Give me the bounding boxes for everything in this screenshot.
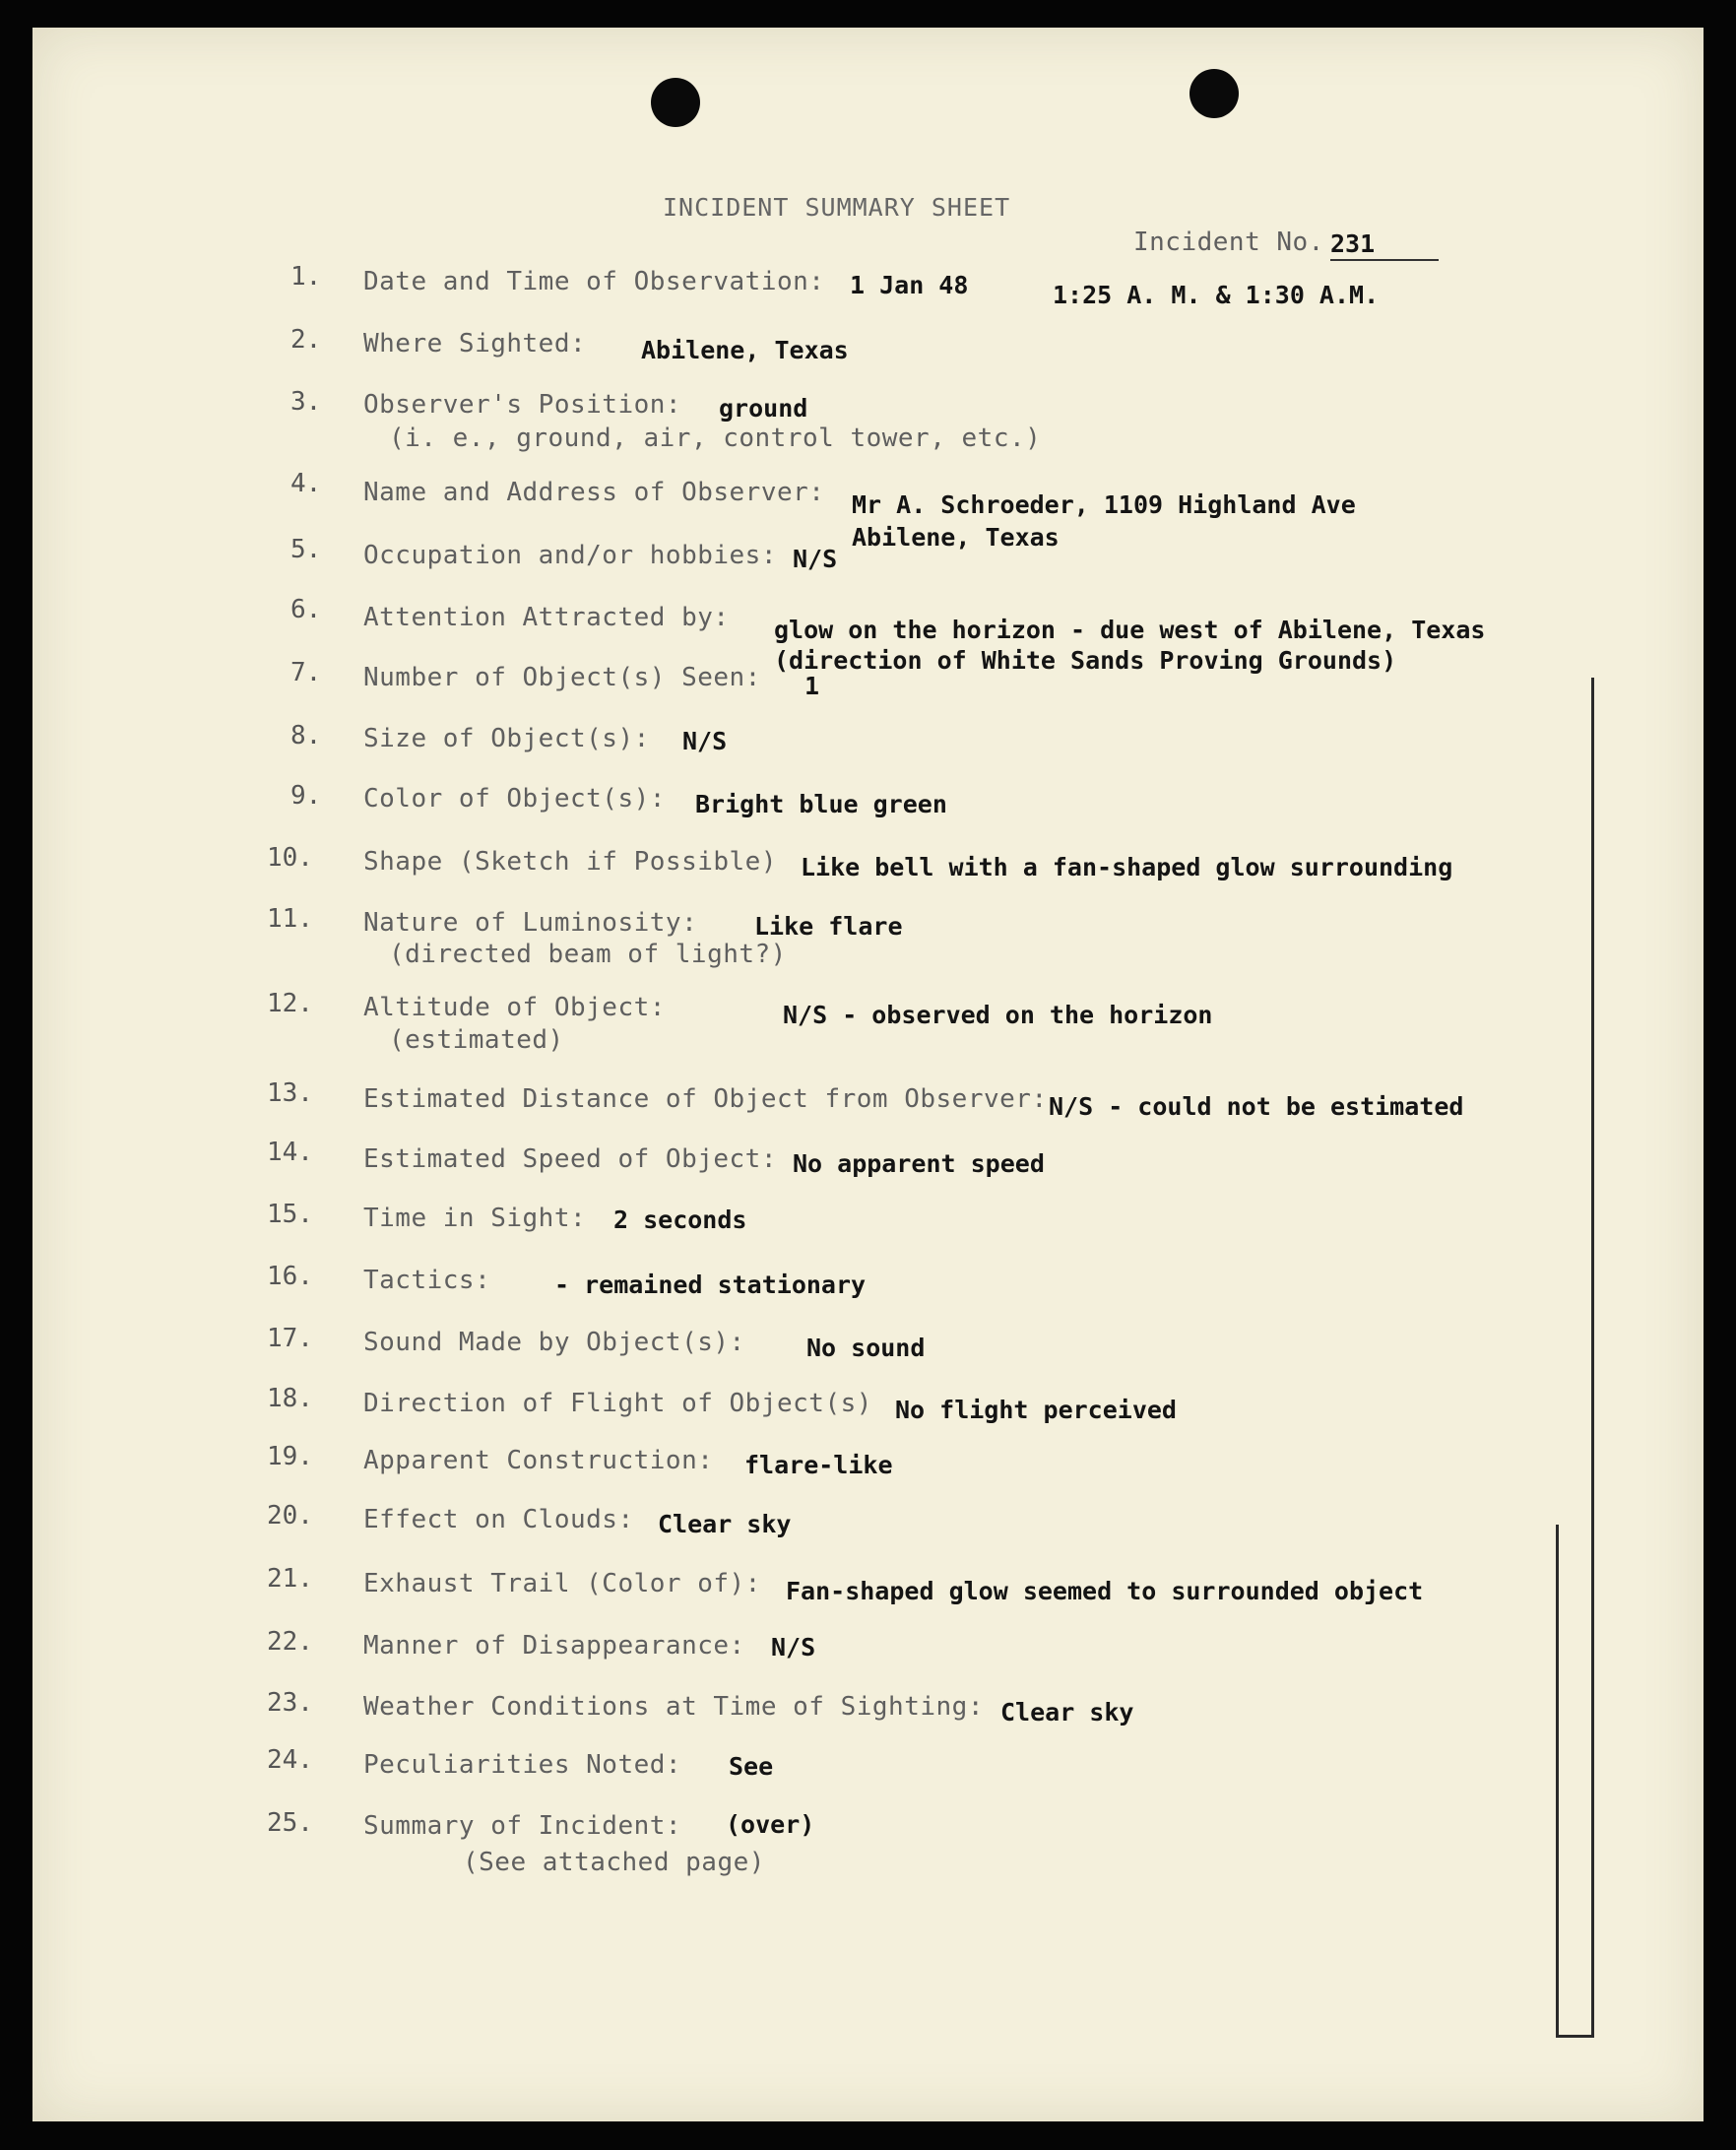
item-answer: Fan-shaped glow seemed to surrounded object <box>786 1577 1424 1605</box>
item-label: Occupation and/or hobbies: <box>363 541 777 570</box>
item-label: Tactics: <box>363 1266 491 1295</box>
punch-hole-left <box>651 78 700 127</box>
item-number: 21. <box>267 1564 313 1594</box>
item-number: 19. <box>267 1442 313 1471</box>
item-label: Date and Time of Observation: <box>363 267 825 296</box>
item-label: Peculiarities Noted: <box>363 1750 682 1780</box>
item-label: Effect on Clouds: <box>363 1505 634 1534</box>
item-label: Summary of Incident: <box>363 1811 682 1841</box>
item-label: Altitude of Object: <box>363 993 666 1022</box>
item-label: Shape (Sketch if Possible) <box>363 847 777 877</box>
item-answer: No flight perceived <box>895 1396 1177 1424</box>
item-answer: No sound <box>806 1334 926 1362</box>
page-edge-vertical <box>1591 678 1594 2037</box>
item-label: Manner of Disappearance: <box>363 1631 745 1661</box>
item-answer-line2: Abilene, Texas <box>852 523 1060 552</box>
item-answer: Mr A. Schroeder, 1109 Highland Ave <box>852 490 1356 519</box>
item-number: 3. <box>290 387 322 417</box>
item-number: 22. <box>267 1627 313 1657</box>
item-answer: Clear sky <box>1000 1698 1134 1727</box>
item-number: 17. <box>267 1324 313 1353</box>
item-answer: N/S <box>793 545 838 573</box>
punch-hole-right <box>1189 69 1239 118</box>
item-answer: N/S - observed on the horizon <box>783 1001 1213 1029</box>
item-answer: - remained stationary <box>554 1270 867 1299</box>
item-answer: No apparent speed <box>793 1149 1045 1178</box>
item-label: Estimated Speed of Object: <box>363 1144 777 1174</box>
item-answer-line2: (direction of White Sands Proving Grounds) <box>774 646 1397 675</box>
item-answer: N/S - could not be estimated <box>1049 1092 1464 1121</box>
item-number: 12. <box>267 989 313 1018</box>
item-number: 5. <box>290 535 322 564</box>
item-label: Sound Made by Object(s): <box>363 1328 745 1357</box>
item-number: 1. <box>290 262 322 292</box>
item-answer-time: 1:25 A. M. & 1:30 A.M. <box>1053 281 1380 309</box>
item-number: 2. <box>290 325 322 355</box>
item-label: Nature of Luminosity: <box>363 908 698 938</box>
item-label: Number of Object(s) Seen: <box>363 663 761 692</box>
item-number: 8. <box>290 721 322 750</box>
item-label: Observer's Position: <box>363 390 682 420</box>
item-sublabel: (i. e., ground, air, control tower, etc.) <box>389 423 1042 453</box>
item-number: 10. <box>267 843 313 873</box>
page-edge-inner <box>1556 1525 1559 2037</box>
item-answer: flare-like <box>744 1451 893 1479</box>
item-number: 25. <box>267 1808 313 1838</box>
item-answer: (over) <box>726 1810 815 1839</box>
item-sublabel: (directed beam of light?) <box>389 940 787 969</box>
item-label: Name and Address of Observer: <box>363 478 825 507</box>
item-label: Direction of Flight of Object(s) <box>363 1389 872 1418</box>
item-answer: Like bell with a fan-shaped glow surrounding <box>801 853 1453 881</box>
item-number: 24. <box>267 1745 313 1775</box>
item-label: Estimated Distance of Object from Observer: <box>363 1084 1048 1114</box>
item-number: 7. <box>290 658 322 687</box>
item-number: 20. <box>267 1501 313 1531</box>
item-number: 15. <box>267 1200 313 1229</box>
item-sublabel: (See attached page) <box>463 1848 765 1877</box>
form-title: INCIDENT SUMMARY SHEET <box>663 193 1011 222</box>
item-answer: N/S <box>682 727 728 755</box>
item-answer: 1 <box>804 672 820 700</box>
incident-number-label: Incident No. <box>1133 228 1324 257</box>
item-answer: ground <box>719 394 808 423</box>
item-number: 14. <box>267 1138 313 1167</box>
item-answer: glow on the horizon - due west of Abilene, Texas <box>774 616 1486 644</box>
item-label: Weather Conditions at Time of Sighting: <box>363 1692 984 1722</box>
item-number: 6. <box>290 595 322 624</box>
item-answer: Abilene, Texas <box>641 336 849 364</box>
item-number: 18. <box>267 1384 313 1413</box>
item-number: 4. <box>290 469 322 498</box>
item-label: Where Sighted: <box>363 329 587 358</box>
item-label: Attention Attracted by: <box>363 603 730 632</box>
item-answer: Bright blue green <box>695 790 947 818</box>
item-number: 13. <box>267 1078 313 1108</box>
item-label: Color of Object(s): <box>363 784 666 814</box>
incident-number: 231 <box>1330 229 1439 261</box>
item-number: 9. <box>290 781 322 811</box>
item-label: Apparent Construction: <box>363 1446 714 1475</box>
item-number: 11. <box>267 904 313 934</box>
item-label: Time in Sight: <box>363 1204 587 1233</box>
item-label: Size of Object(s): <box>363 724 650 753</box>
item-number: 23. <box>267 1688 313 1718</box>
item-answer: Like flare <box>754 912 903 941</box>
item-answer: See <box>729 1752 774 1781</box>
document-page <box>32 28 1704 2121</box>
item-answer: 2 seconds <box>613 1205 747 1234</box>
item-label: Exhaust Trail (Color of): <box>363 1569 761 1598</box>
item-answer: Clear sky <box>658 1510 792 1538</box>
item-sublabel: (estimated) <box>389 1025 564 1055</box>
item-answer: N/S <box>771 1633 816 1661</box>
item-answer: 1 Jan 48 <box>850 271 969 299</box>
page-edge-bottom <box>1556 2035 1594 2038</box>
item-number: 16. <box>267 1262 313 1291</box>
